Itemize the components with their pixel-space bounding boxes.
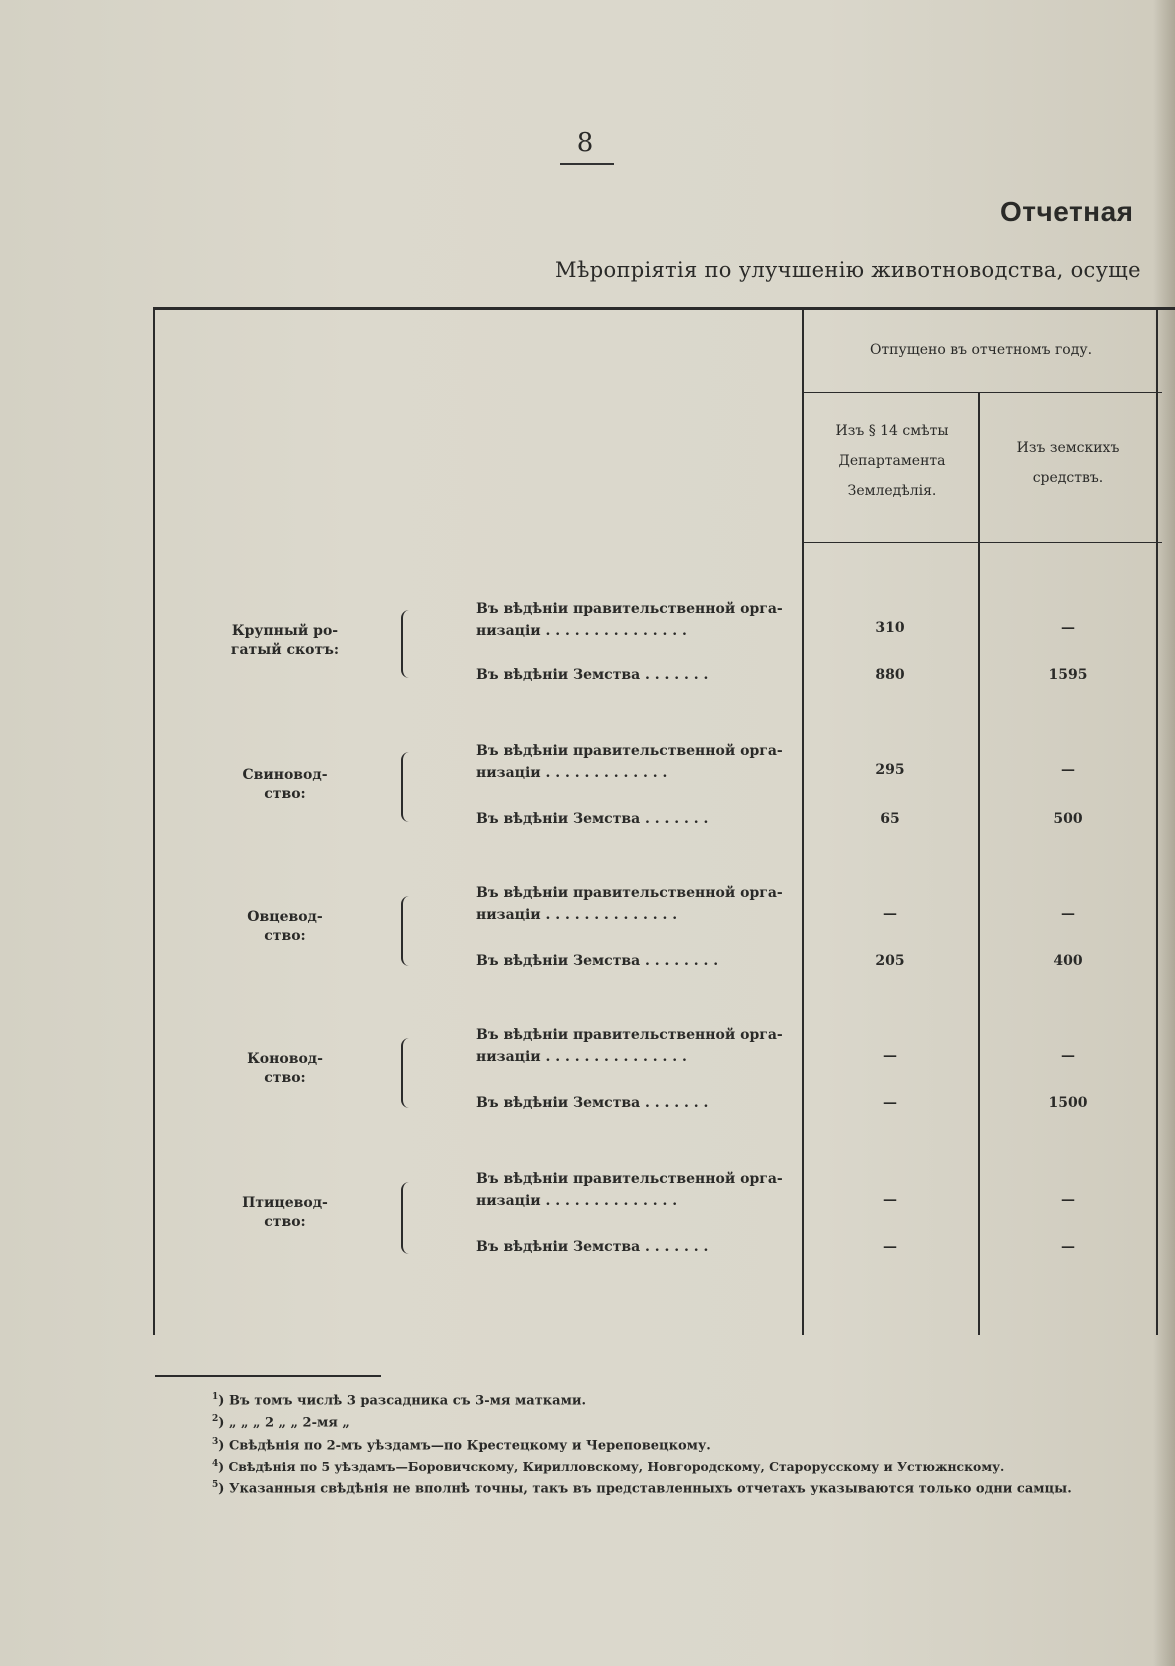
- col2-right-rule: [1156, 307, 1158, 1335]
- value-col2: —: [1061, 1239, 1075, 1255]
- footnote-mark: 5: [212, 1480, 219, 1491]
- value-col2: 500: [1053, 811, 1083, 827]
- category-label-line: ство:: [264, 1214, 306, 1230]
- footnote: [146, 1455, 1166, 1476]
- row-government-cattle: [476, 598, 796, 642]
- value-col2: 1500: [1048, 1095, 1088, 1111]
- category-poultry: [220, 1194, 350, 1232]
- category-brace: [401, 1182, 411, 1254]
- footnote-text: ) Свѣдѣнія по 2-мъ уѣздамъ—по Крестецкому и Череповецкому.: [218, 1437, 711, 1453]
- row-zemstvo-poultry: [476, 1236, 796, 1258]
- value-col2: —: [1061, 1048, 1075, 1064]
- value-col2: —: [1061, 906, 1075, 922]
- row-government-pigs: [476, 740, 796, 784]
- footnote: [146, 1476, 1166, 1498]
- table-left-rule: [153, 307, 155, 1335]
- row-text-line: низаціи . . . . . . . . . . . . . . .: [476, 623, 687, 639]
- report-title: Отчетная: [1000, 196, 1134, 227]
- value-col1: 880: [875, 667, 905, 683]
- footnote: [146, 1388, 1166, 1410]
- col2-header-line: средствъ.: [1032, 470, 1104, 486]
- header-group: Отпущено въ отчетномъ году.: [869, 342, 1093, 358]
- row-text-line: Въ вѣдѣніи Земства . . . . . . . .: [476, 953, 719, 969]
- col1-header-line: Земледѣлія.: [847, 483, 937, 499]
- footnote: [146, 1410, 1166, 1432]
- row-text-line: низаціи . . . . . . . . . . . . . . .: [476, 1049, 687, 1065]
- row-text-line: Въ вѣдѣніи правительственной орга-: [476, 1027, 783, 1043]
- row-text-line: Въ вѣдѣніи Земства . . . . . . .: [476, 811, 709, 827]
- footnote-separator: [155, 1375, 381, 1377]
- value-col2: 400: [1053, 953, 1083, 969]
- value-col1: 205: [875, 953, 905, 969]
- report-subtitle: Мѣропріятія по улучшенію животноводства, осуще: [555, 258, 1141, 282]
- col1-left-rule: [802, 307, 804, 1335]
- header-bottom-rule: [802, 542, 1162, 543]
- value-col1: 295: [875, 762, 905, 778]
- footnote: [146, 1433, 1166, 1455]
- category-label-line: ство:: [264, 1070, 306, 1086]
- row-text-line: Въ вѣдѣніи правительственной орга-: [476, 1171, 783, 1187]
- col2-header-line: Изъ земскихъ: [1016, 440, 1120, 456]
- row-text-line: Въ вѣдѣніи правительственной орга-: [476, 743, 783, 759]
- category-label-line: Овцевод-: [247, 909, 323, 925]
- value-col1: 310: [875, 620, 905, 636]
- category-pigs: [220, 766, 350, 804]
- value-col2: —: [1061, 1192, 1075, 1208]
- row-government-horses: [476, 1024, 796, 1068]
- footnote-text: ) Въ томъ числѣ 3 разсадника съ 3-мя матками.: [218, 1393, 587, 1409]
- row-text-line: Въ вѣдѣніи Земства . . . . . . .: [476, 1095, 709, 1111]
- category-brace: [401, 610, 411, 678]
- table-top-rule: [153, 307, 1175, 310]
- category-label-line: Птицевод-: [242, 1195, 328, 1211]
- page-number-underline: [560, 163, 614, 165]
- category-label-line: гатый скотъ:: [230, 642, 340, 658]
- value-col2: 1595: [1048, 667, 1088, 683]
- category-brace: [401, 896, 411, 966]
- row-zemstvo-sheep: [476, 950, 796, 972]
- page-number: 8: [576, 128, 594, 158]
- col1-header-line: Департамента: [838, 453, 946, 469]
- footnote-mark: 1: [212, 1392, 219, 1402]
- footnote-mark: 2: [212, 1414, 219, 1425]
- row-text-line: Въ вѣдѣніи Земства . . . . . . .: [476, 667, 709, 683]
- row-text-line: Въ вѣдѣніи правительственной орга-: [476, 885, 783, 901]
- category-brace: [401, 752, 411, 822]
- row-text-line: Въ вѣдѣніи Земства . . . . . . .: [476, 1239, 709, 1255]
- col2-header: [982, 433, 1154, 493]
- row-zemstvo-cattle: [476, 664, 796, 686]
- row-government-sheep: [476, 882, 796, 926]
- category-sheep: [220, 908, 350, 946]
- value-col2: —: [1061, 762, 1075, 778]
- value-col2: —: [1061, 620, 1075, 636]
- category-brace: [401, 1038, 411, 1108]
- row-text-line: Въ вѣдѣніи правительственной орга-: [476, 601, 783, 617]
- row-text-line: низаціи . . . . . . . . . . . . . .: [476, 1193, 678, 1209]
- category-label-line: Коновод-: [247, 1051, 323, 1067]
- value-col1: 65: [880, 811, 900, 827]
- category-label-line: Свиновод-: [242, 767, 328, 783]
- row-text-line: низаціи . . . . . . . . . . . . .: [476, 765, 668, 781]
- footnote-text: ) Свѣдѣнія по 5 уѣздамъ—Боровичскому, Кирилловскому, Новгородскому, Старорусскому и Устюжнскому.: [218, 1459, 1005, 1475]
- row-government-poultry: [476, 1168, 796, 1212]
- value-col1: —: [883, 1239, 897, 1255]
- footnote-text: ) Указанныя свѣдѣнія не вполнѣ точны, такъ въ представленныхъ отчетахъ указываются только одни самцы.: [218, 1481, 1072, 1497]
- footnote-mark: 4: [212, 1458, 219, 1469]
- value-col1: —: [883, 1048, 897, 1064]
- category-horses: [220, 1050, 350, 1088]
- col1-header: [806, 416, 978, 506]
- row-zemstvo-horses: [476, 1092, 796, 1114]
- category-label-line: ство:: [264, 786, 306, 802]
- value-col1: —: [883, 906, 897, 922]
- category-label-line: ство:: [264, 928, 306, 944]
- footnotes: [146, 1388, 1166, 1498]
- footnote-mark: 3: [212, 1436, 219, 1447]
- footnote-text: ) „ „ „ 2 „ „ 2-мя „: [218, 1415, 350, 1431]
- row-text-line: низаціи . . . . . . . . . . . . . .: [476, 907, 678, 923]
- header-group-rule: [802, 392, 1162, 393]
- value-col1: —: [883, 1095, 897, 1111]
- value-col1: —: [883, 1192, 897, 1208]
- category-cattle: [220, 622, 350, 660]
- row-zemstvo-pigs: [476, 808, 796, 830]
- category-label-line: Крупный ро-: [231, 623, 339, 639]
- col-divider: [978, 393, 980, 1335]
- col1-header-line: Изъ § 14 смѣты: [835, 423, 949, 439]
